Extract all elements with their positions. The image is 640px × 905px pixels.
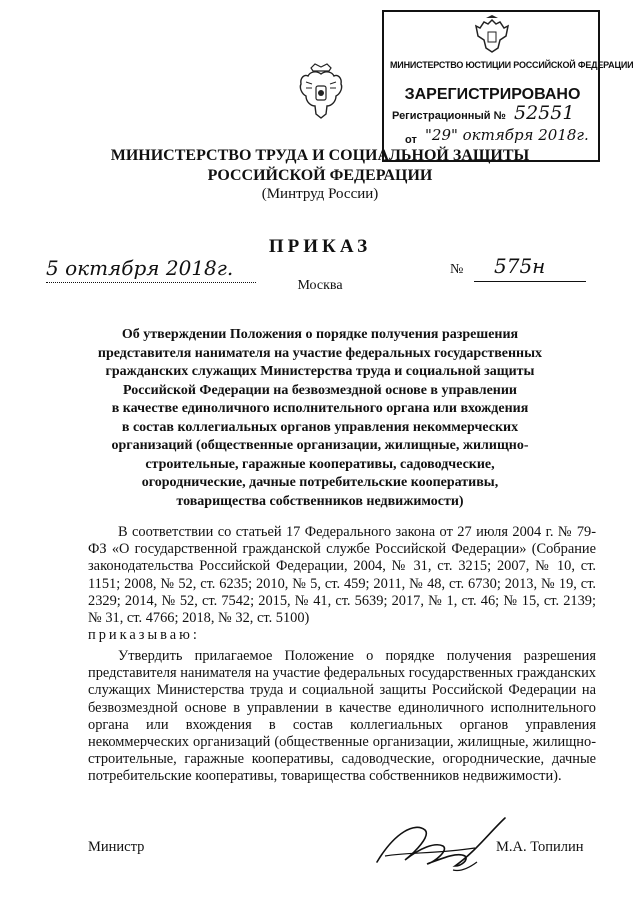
- title-line: Российской Федерации на безвозмездной основе в управлении: [123, 382, 517, 398]
- city: Москва: [297, 278, 343, 293]
- title-line: огороднические, дачные потребительские кооперативы,: [141, 475, 499, 490]
- stamp-status: ЗАРЕГИСТРИРОВАНО: [404, 86, 581, 103]
- ministry-short-name: (Минтруд России): [261, 186, 379, 202]
- signatory-name: М.А. Топилин: [496, 839, 584, 855]
- stamp-regnum-label: Регистрационный №: [392, 110, 506, 122]
- title-line: товарищества собственников недвижимости): [176, 493, 464, 509]
- document-type: ПРИКАЗ: [268, 236, 372, 257]
- order-word: приказываю:: [88, 627, 200, 644]
- coat-of-arms-icon: [296, 62, 346, 122]
- stamp-date-label: от: [405, 134, 417, 146]
- title-line: представителя нанимателя на участие федеральных государственных: [97, 345, 543, 361]
- title-line: гражданских служащих Министерства труда и социальной защиты: [105, 364, 535, 379]
- preamble-text: В соответствии со статьей 17 Федерального закона от 27 июля 2004 г. № 79-ФЗ «О государственной гражданской службе Российской Федерации» (Собрание законодательства Российской Федерации, 2004, № 31, ст. 3215; 2007, № 10, ст. 1151; 2008, № 52, ст. 6235; 2010, № 5, ст. 459; 2011, № 48, ст. 6730; 2013, № 19, ст. 2329; 2014, № 52, ст. 7542; 2015, № 41, ст. 5639; 2017, № 1, ст. 46; № 15, ст. 2139; № 31, ст. 4766; 2018, № 32, ст. 5100): [88, 524, 596, 627]
- stamp-ministry-name: МИНИСТЕРСТВО ЮСТИЦИИ РОССИЙСКОЙ ФЕДЕРАЦИИ: [390, 60, 634, 70]
- document-number-label: №: [450, 262, 464, 277]
- stamp-date-value: "29" октября 2018г.: [425, 126, 589, 144]
- document-title: [90, 326, 550, 511]
- title-line: в качестве единоличного исполнительного органа или вхождения: [111, 401, 529, 416]
- title-line: строительные, гаражные кооперативы, садоводческие,: [145, 456, 495, 472]
- ministry-title-line1: МИНИСТЕРСТВО ТРУДА И СОЦИАЛЬНОЙ ЗАЩИТЫ: [110, 147, 530, 164]
- signatory-position: Министр: [88, 839, 145, 855]
- signature-icon: [365, 812, 515, 882]
- title-line: в состав коллегиальных органов управления некоммерческих: [121, 419, 519, 435]
- title-line: организаций (общественные организации, жилищные, жилищно-: [111, 438, 529, 453]
- title-line: Об утверждении Положения о порядке получения разрешения: [121, 327, 519, 342]
- document-number: 575н: [494, 254, 546, 278]
- order-paragraph: Утвердить прилагаемое Положение о порядке получения разрешения представителя нанимателя на участие федеральных государственных гражданских служащих Министерства труда и социальной защиты Российской Федерации на безвозмездной основе в управлении в качестве единоличного исполнительного органа или вхождения в состав коллегиальных органов управления некоммерческих организаций (общественные организации, жилищные, жилищно-строительные, гаражные кооперативы, садоводческие, огороднические, дачные потребительские кооперативы, товарищества собственников недвижимости).: [88, 648, 596, 785]
- preamble-paragraph: [88, 524, 596, 644]
- stamp-regnum-value: 52551: [514, 102, 575, 124]
- ministry-title-line2: РОССИЙСКОЙ ФЕДЕРАЦИИ: [207, 167, 433, 184]
- stamp-emblem-icon: [470, 14, 514, 58]
- ministry-title: [0, 146, 640, 186]
- document-date: 5 октября 2018г.: [46, 256, 234, 280]
